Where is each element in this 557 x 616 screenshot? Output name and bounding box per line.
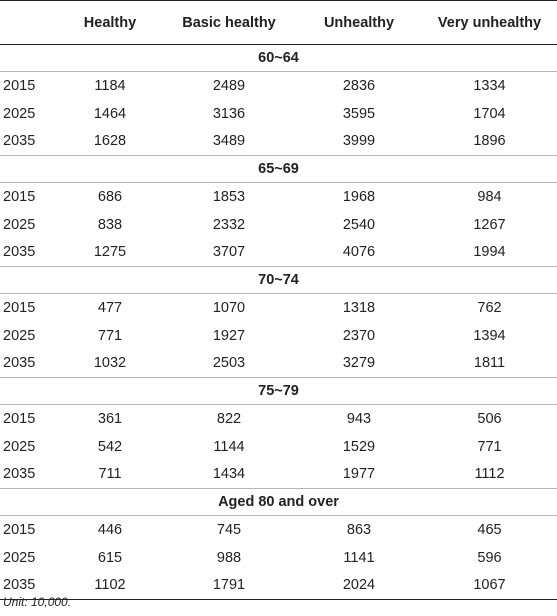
value-cell: 1704 [473, 105, 506, 122]
group-header-row [0, 378, 557, 405]
year-cell: 2035 [3, 466, 36, 483]
value-cell: 863 [346, 521, 372, 538]
value-cell: 596 [477, 549, 502, 566]
value-cell: 988 [216, 549, 242, 566]
value-cell: 1112 [474, 466, 505, 483]
value-cell: 1927 [212, 327, 246, 344]
table-row [0, 211, 557, 239]
value-cell: 1102 [94, 577, 126, 594]
table-row [0, 239, 557, 267]
year-cell: 2025 [3, 105, 36, 122]
value-cell: 361 [97, 410, 123, 427]
table-row [0, 100, 557, 128]
value-cell: 745 [216, 521, 242, 538]
year-cell: 2015 [3, 299, 36, 316]
value-cell: 2370 [342, 327, 376, 344]
value-cell: 3707 [212, 244, 246, 261]
value-cell: 1032 [93, 355, 127, 372]
age-group-label: 60~64 [258, 50, 299, 66]
value-cell: 506 [477, 410, 502, 427]
table-row [0, 128, 557, 156]
value-cell: 2836 [342, 77, 376, 94]
year-cell: 2025 [3, 549, 36, 566]
year-cell: 2035 [3, 133, 36, 150]
year-cell: 2015 [3, 77, 36, 94]
value-cell: 1070 [212, 299, 246, 316]
group-header-row [0, 156, 557, 183]
table-row [0, 461, 557, 489]
value-cell: 465 [477, 521, 502, 538]
value-cell: 822 [216, 410, 242, 427]
group-header-row [0, 489, 557, 516]
age-group-label: 65~69 [258, 161, 299, 177]
value-cell: 1791 [212, 577, 246, 594]
value-cell: 2489 [212, 77, 246, 94]
value-cell: 943 [346, 410, 372, 427]
value-cell: 686 [97, 188, 123, 205]
group-header-row [0, 45, 557, 72]
value-cell: 3595 [342, 105, 376, 122]
table-row [0, 544, 557, 572]
value-cell: 477 [97, 299, 123, 316]
value-cell: 1334 [473, 77, 506, 94]
year-cell: 2025 [3, 327, 36, 344]
year-cell: 2015 [3, 410, 36, 427]
year-cell: 2025 [3, 216, 36, 233]
year-cell: 2035 [3, 355, 36, 372]
table-row [0, 322, 557, 350]
value-cell: 1394 [473, 327, 506, 344]
age-group-label: Aged 80 and over [218, 494, 339, 510]
value-cell: 1275 [93, 244, 127, 261]
value-cell: 4076 [342, 244, 376, 261]
column-header [0, 1, 58, 45]
column-header: Very unhealthy [437, 14, 542, 31]
age-group-label: 75~79 [258, 383, 299, 399]
value-cell: 1628 [93, 133, 127, 150]
table-row [0, 183, 557, 211]
value-cell: 542 [97, 438, 123, 455]
value-cell: 446 [97, 521, 123, 538]
group-header-row [0, 267, 557, 294]
value-cell: 1434 [212, 466, 246, 483]
value-cell: 1853 [212, 188, 246, 205]
value-cell: 1977 [342, 466, 376, 483]
value-cell: 3489 [212, 133, 246, 150]
value-cell: 1267 [473, 216, 506, 233]
table-row [0, 516, 557, 544]
table-row [0, 572, 557, 600]
value-cell: 1994 [473, 244, 506, 261]
value-cell: 838 [97, 216, 123, 233]
value-cell: 3999 [342, 133, 376, 150]
value-cell: 771 [97, 327, 123, 344]
value-cell: 1529 [342, 438, 376, 455]
value-cell: 711 [98, 466, 122, 483]
value-cell: 3279 [342, 355, 376, 372]
value-cell: 771 [477, 438, 502, 455]
value-cell: 615 [97, 549, 123, 566]
value-cell: 2024 [342, 577, 376, 594]
table-row [0, 433, 557, 461]
year-cell: 2015 [3, 188, 36, 205]
value-cell: 1968 [342, 188, 376, 205]
age-group-label: 70~74 [258, 272, 299, 288]
column-header: Healthy [83, 14, 137, 31]
value-cell: 1141 [343, 549, 375, 566]
value-cell: 984 [477, 188, 502, 205]
value-cell: 3136 [212, 105, 246, 122]
year-cell: 2015 [3, 521, 36, 538]
value-cell: 1184 [94, 77, 126, 94]
table-row [0, 350, 557, 378]
value-cell: 1318 [342, 299, 376, 316]
value-cell: 1464 [93, 105, 127, 122]
year-cell: 2035 [3, 244, 36, 261]
table-row [0, 294, 557, 322]
table-footnote: Unit: 10,000. [3, 595, 72, 609]
value-cell: 1067 [473, 577, 506, 594]
table-body [0, 45, 557, 600]
year-cell: 2035 [3, 577, 36, 594]
table-row [0, 72, 557, 100]
value-cell: 2332 [212, 216, 246, 233]
value-cell: 1144 [213, 438, 245, 455]
table-row [0, 405, 557, 433]
value-cell: 1896 [473, 133, 506, 150]
value-cell: 2540 [342, 216, 376, 233]
value-cell: 2503 [212, 355, 246, 372]
header-row [0, 1, 557, 45]
year-cell: 2025 [3, 438, 36, 455]
column-header: Unhealthy [323, 14, 395, 31]
value-cell: 762 [477, 299, 502, 316]
column-header: Basic healthy [182, 14, 276, 31]
value-cell: 1811 [473, 355, 506, 372]
